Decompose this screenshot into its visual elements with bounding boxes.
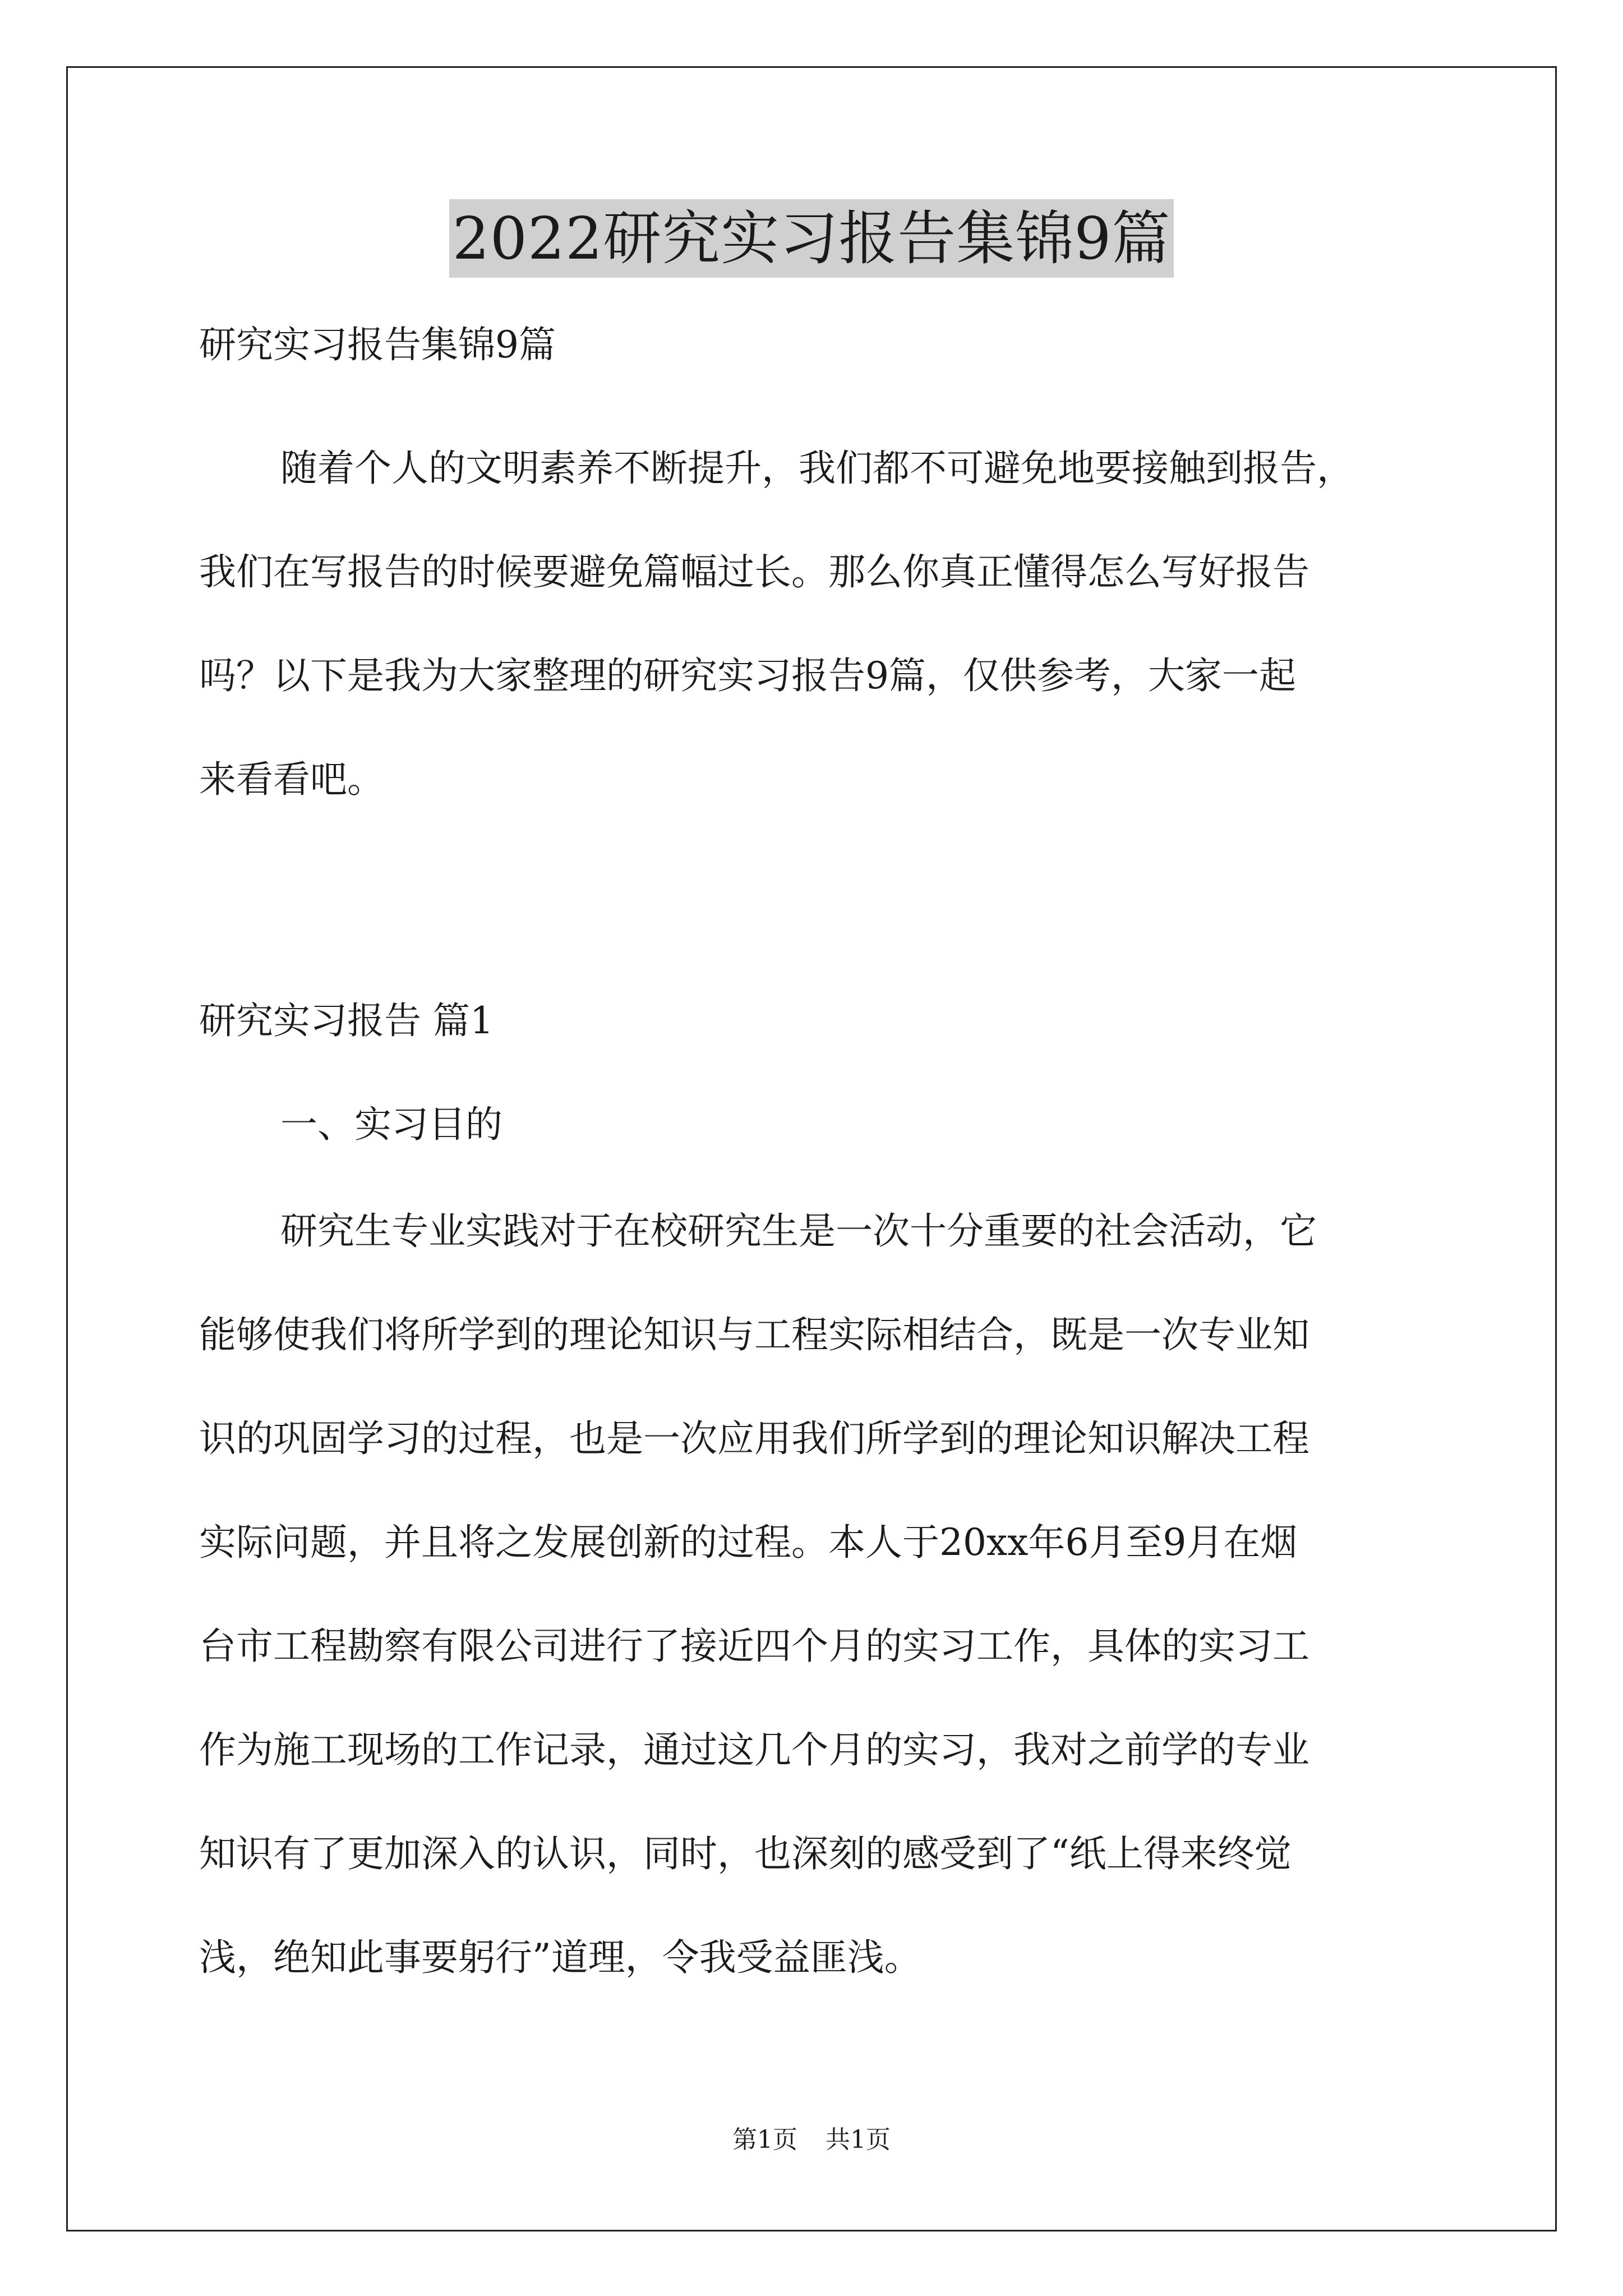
intro-line-1: 随着个人的文明素养不断提升，我们都不可避免地要接触到报告， <box>280 447 1354 490</box>
paragraph-line-7: 知识有了更加深入的认识，同时，也深刻的感受到了“纸上得来终觉 <box>199 1832 1292 1875</box>
document-subtitle: 研究实习报告集锦9篇 <box>199 323 556 366</box>
paragraph-line-6: 作为施工现场的工作记录，通过这几个月的实习，我对之前学的专业 <box>199 1728 1310 1772</box>
section-heading: 研究实习报告 篇1 <box>199 999 494 1042</box>
intro-line-2: 我们在写报告的时候要避免篇幅过长。那么你真正懂得怎么写好报告 <box>199 550 1310 593</box>
page-footer <box>0 2123 1623 2157</box>
intro-line-3: 吗？以下是我为大家整理的研究实习报告9篇，仅供参考，大家一起 <box>199 654 1296 697</box>
paragraph-line-3: 识的巩固学习的过程，也是一次应用我们所学到的理论知识解决工程 <box>199 1417 1310 1460</box>
subsection-heading: 一、实习目的 <box>280 1103 502 1146</box>
document-title: 2022研究实习报告集锦9篇 <box>449 199 1174 278</box>
page-number-current: 第1页 <box>732 2125 797 2154</box>
paragraph-line-8: 浅，绝知此事要躬行”道理，令我受益匪浅。 <box>199 1936 921 1979</box>
paragraph-line-4: 实际问题，并且将之发展创新的过程。本人于20xx年6月至9月在烟 <box>199 1521 1298 1564</box>
paragraph-line-2: 能够使我们将所学到的理论知识与工程实际相结合，既是一次专业知 <box>199 1313 1310 1356</box>
paragraph-line-1: 研究生专业实践对于在校研究生是一次十分重要的社会活动，它 <box>280 1209 1317 1253</box>
title-container <box>0 199 1623 278</box>
intro-line-4: 来看看吧。 <box>199 758 384 801</box>
paragraph-line-5: 台市工程勘察有限公司进行了接近四个月的实习工作，具体的实习工 <box>199 1625 1310 1668</box>
page-number-total: 共1页 <box>826 2125 891 2154</box>
